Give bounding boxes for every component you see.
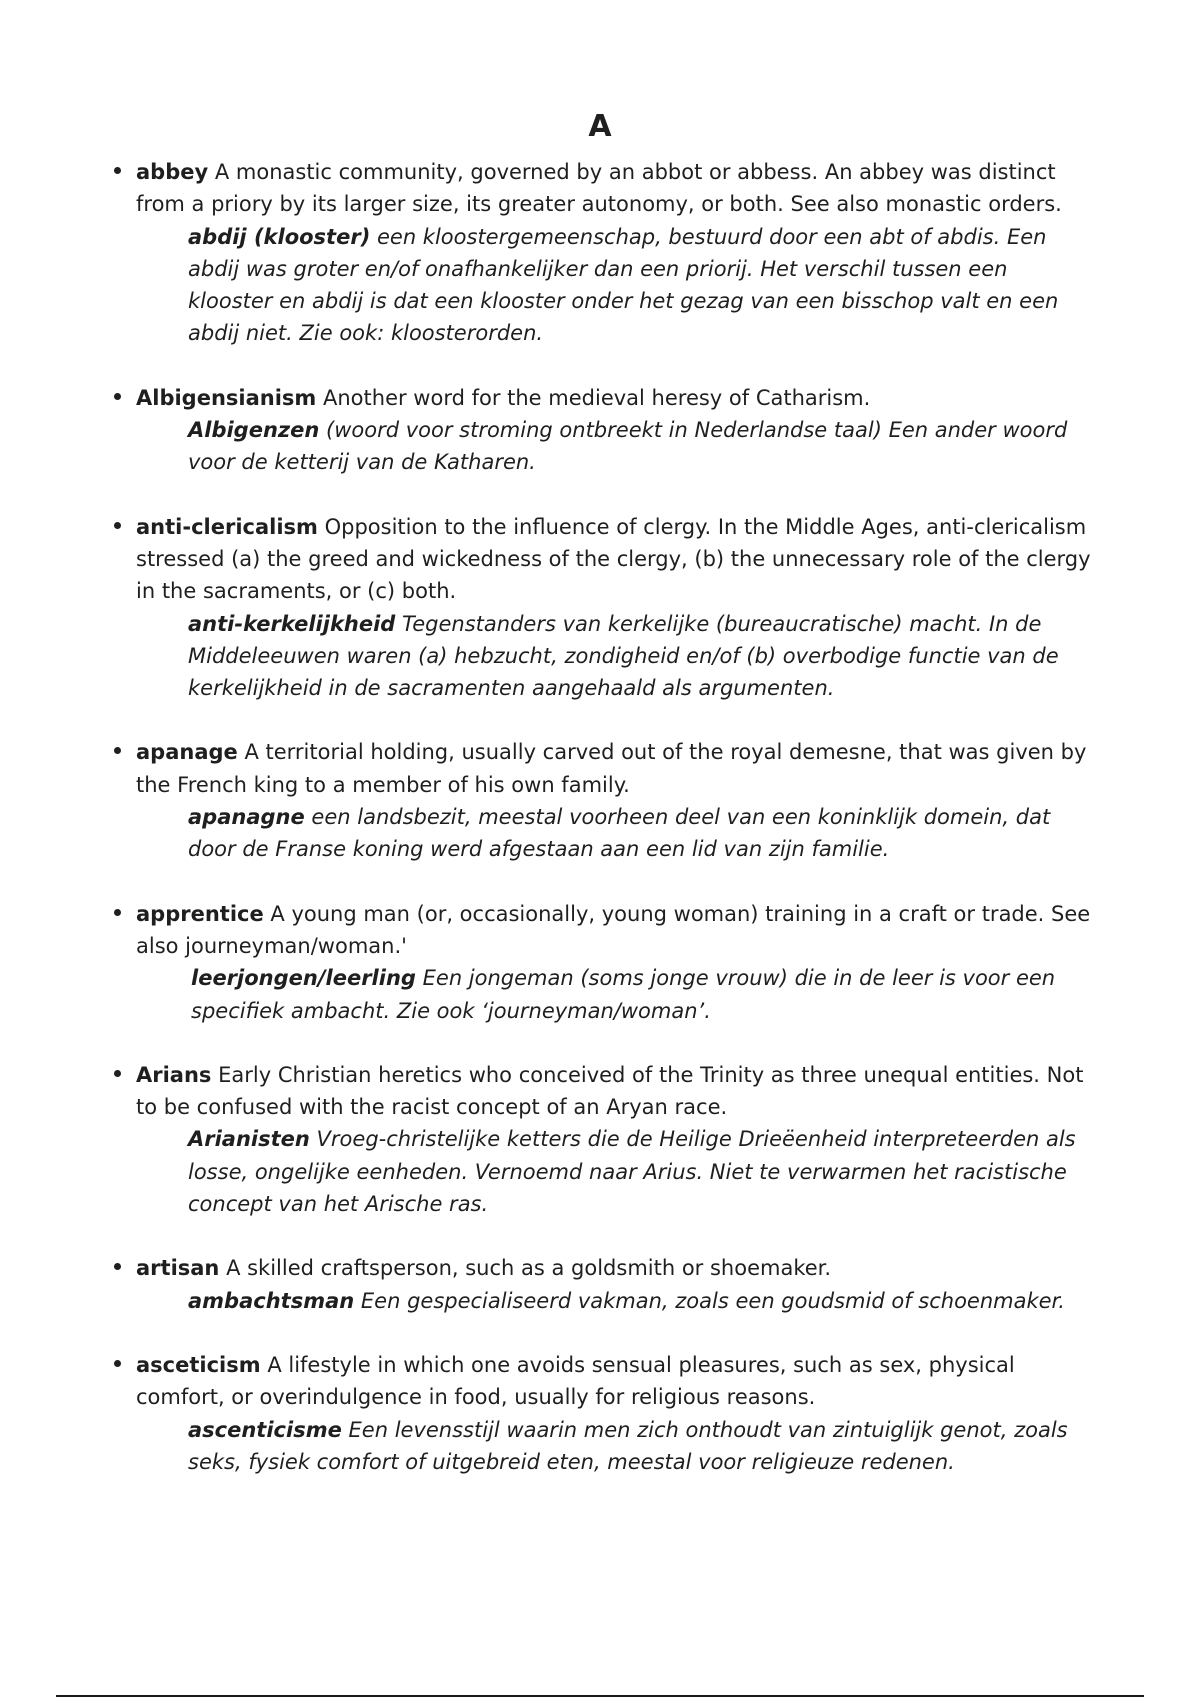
english-term: apanage — [136, 740, 238, 765]
english-definition-text: A monastic community, governed by an abbot or abbess. An abbey was distinct from a priory by its larger size, its greater autonomy, or both. See also monastic orders. — [136, 160, 1062, 217]
english-definition-text: A territorial holding, usually carved out of the royal demesne, that was given by the French king to a member of his own family. — [136, 740, 1087, 797]
dutch-term: abdij (klooster) — [188, 224, 371, 249]
english-term: apprentice — [136, 901, 264, 926]
english-definition — [136, 1252, 1092, 1284]
dutch-term: apanagne — [188, 805, 305, 830]
dutch-definition-text: (woord voor stroming ontbreekt in Nederlandse taal) Een ander woord voor de ketterij van de Katharen. — [188, 418, 1068, 475]
dutch-term: Arianisten — [188, 1127, 310, 1152]
dutch-term: ambachtsman — [188, 1288, 355, 1313]
glossary-entry-asceticism — [112, 1349, 1092, 1478]
english-definition — [136, 736, 1092, 801]
footer-divider — [56, 1695, 1144, 1697]
dutch-definition — [188, 1123, 1092, 1220]
english-term: abbey — [136, 160, 209, 184]
glossary-entry-arians — [112, 1059, 1092, 1220]
dutch-definition-text: Een gespecialiseerd vakman, zoals een goudsmid of schoenmaker. — [360, 1288, 1065, 1313]
bullet-icon — [114, 1070, 121, 1077]
dutch-definition-text: Een levensstijl waarin men zich onthoudt van zintuiglijk genot, zoals seks, fysiek comfort of uitgebreid eten, meestal voor religieuze redenen. — [188, 1417, 1068, 1474]
english-term: asceticism — [136, 1352, 261, 1377]
dutch-definition — [188, 1414, 1092, 1479]
dutch-definition — [188, 1285, 1092, 1317]
dutch-definition-text: een kloostergemeenschap, bestuurd door een abt of abdis. Een abdij was groter en/of onafhankelijker dan een priorij. Het verschil tussen een klooster en abdij is dat een klooster onder het gezag van een bisschop valt en een abdij niet. Zie ook: kloosterorden. — [188, 224, 1059, 346]
bullet-icon — [114, 909, 121, 916]
dutch-definition — [188, 414, 1092, 479]
english-term: Albigensianism — [136, 385, 317, 410]
english-definition — [136, 898, 1092, 963]
dutch-definition — [188, 801, 1092, 866]
glossary-entry-apanage — [112, 736, 1092, 865]
glossary-entry-artisan — [112, 1252, 1092, 1317]
dutch-term: ascenticisme — [188, 1417, 342, 1442]
bullet-icon — [114, 522, 121, 529]
dutch-term: Albigenzen — [188, 418, 320, 443]
english-definition — [136, 511, 1092, 608]
english-term: Arians — [136, 1062, 212, 1087]
bullet-icon — [114, 1263, 121, 1270]
glossary-entry-anti-clericalism — [112, 511, 1092, 705]
glossary-entry-apprentice — [112, 898, 1092, 1027]
bullet-icon — [114, 393, 121, 400]
dutch-definition — [188, 221, 1092, 350]
glossary-entry-list — [112, 156, 1092, 1510]
dutch-term: anti-kerkelijkheid — [188, 611, 396, 636]
glossary-entry-albigensianism — [112, 382, 1092, 479]
dutch-definition-text: Vroeg-christelijke ketters die de Heilige Drieëenheid interpreteerden als losse, ongelijke eenheden. Vernoemd naar Arius. Niet te verwarmen het racistische concept van het Arische ras. — [188, 1127, 1076, 1217]
dutch-definition — [188, 608, 1092, 705]
dutch-term: leerjongen/leerling — [191, 966, 416, 991]
dutch-definition-text: Een jongeman (soms jonge vrouw) die in de leer is voor een specifiek ambacht. Zie ook ‘journeyman/woman’. — [191, 966, 1056, 1023]
english-definition — [136, 156, 1092, 221]
english-definition-text: A skilled craftsperson, such as a goldsmith or shoemaker. — [226, 1256, 832, 1281]
english-term: artisan — [136, 1256, 220, 1281]
english-definition — [136, 1059, 1092, 1124]
dutch-definition-text: Tegenstanders van kerkelijke (bureaucratische) macht. In de Middeleeuwen waren (a) hebzucht, zondigheid en/of (b) overbodige functie van de kerkelijkheid in de sacramenten aangehaald als argumenten. — [188, 611, 1059, 701]
english-definition-text: A young man (or, occasionally, young woman) training in a craft or trade. See also journeyman/woman.' — [136, 901, 1091, 958]
bullet-icon — [114, 167, 121, 174]
english-definition-text: Early Christian heretics who conceived of the Trinity as three unequal entities. Not to be confused with the racist concept of an Aryan race. — [136, 1062, 1084, 1120]
english-definition — [136, 1349, 1092, 1414]
dutch-definition-text: een landsbezit, meestal voorheen deel van een koninklijk domein, dat door de Franse koning werd afgestaan aan een lid van zijn familie. — [188, 805, 1051, 862]
english-definition-text: Another word for the medieval heresy of Catharism. — [323, 385, 871, 410]
english-definition-text: Opposition to the influence of clergy. In the Middle Ages, anti-clericalism stressed (a) the greed and wickedness of the clergy, (b) the unnecessary role of the clergy in the sacraments, or (c) both. — [136, 514, 1091, 604]
bullet-icon — [114, 1360, 121, 1367]
english-definition — [136, 382, 1092, 414]
dutch-definition — [191, 962, 1092, 1027]
bullet-icon — [114, 747, 121, 754]
section-letter-heading: A — [588, 109, 612, 144]
english-definition-text: A lifestyle in which one avoids sensual pleasures, such as sex, physical comfort, or overindulgence in food, usually for religious reasons. — [136, 1352, 1015, 1410]
english-term: anti-clericalism — [136, 514, 318, 539]
glossary-entry-abbey — [112, 156, 1092, 350]
